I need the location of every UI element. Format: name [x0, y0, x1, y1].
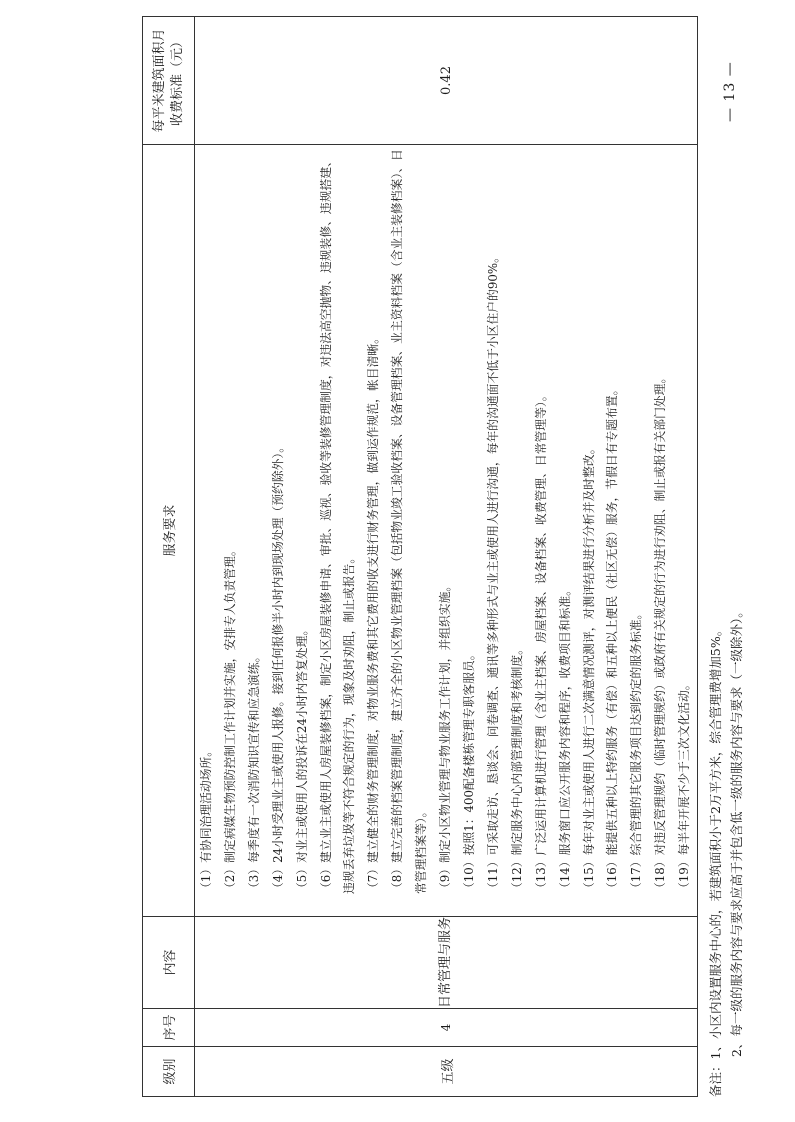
content-cell: 日常管理与服务	[195, 917, 698, 1009]
list-item: （12）制定服务中心内部管理制度和考核制度。	[509, 643, 524, 894]
number-cell: 4	[195, 1009, 698, 1047]
list-item: （14）服务窗口应公开服务内容和程序，收费项目和标准。	[557, 584, 572, 894]
header-level: 级别	[143, 1047, 195, 1097]
list-item: （3）每季度有一次消防知识宣传和应急演练。	[246, 650, 261, 894]
requirements-list	[195, 145, 697, 916]
list-item: （19）每半年开展不少于三次文化活动。	[677, 678, 692, 894]
header-requirements: 服务要求	[143, 145, 195, 917]
list-item: （8）建立完善的档案管理制度，建立齐全的小区物业管理档案（包括物业竣工验收档案、设备管理档案、业主资料档案（含业主装修档案）、日常管理档案等）。	[390, 149, 429, 894]
list-item: （15）每年对业主或使用人进行二次满意情况测评，对测评结果进行分析并及时整改。	[581, 442, 596, 894]
list-item: （7）建立健全的财务管理制度，对物业服务费和其它费用的收支进行财务管理，做到运作规范，帐目清晰。	[366, 332, 381, 894]
table-row	[195, 17, 698, 1097]
header-content: 内容	[143, 917, 195, 1009]
list-item: （2）制定病媒生物预防控制工作计划并实施，安排专人负责管理。	[222, 544, 237, 894]
table-header-row	[143, 17, 195, 1097]
list-item: （4）24小时受理业主或使用人报修。接到任何报修半小时内到现场处理（预约除外）。	[270, 440, 285, 894]
notes	[705, 605, 747, 1097]
service-standard-table	[142, 16, 698, 1097]
list-item: （1）有协同治理活动场所。	[199, 744, 213, 894]
level-cell: 五级	[195, 1047, 698, 1097]
list-item: （9）制定小区物业管理与物业服务工作计划，并组织实施。	[438, 579, 453, 894]
list-item: （17）综合管理的其它服务项目达到约定的服务标准。	[629, 607, 644, 894]
list-item: （13）广泛运用计算机进行管理（含业主档案、房屋档案、设备档案、收费管理、日常管理等）。	[533, 389, 548, 894]
list-item: （5）对业主或使用人的投诉在24小时内答复处理。	[294, 623, 309, 894]
fee-cell: 0.42	[195, 17, 698, 145]
list-item: （18）对违反管理规约（临时管理规约）或政府有关规定的行为进行劝阻、制止或报有关部门处理。	[653, 371, 668, 894]
note-line-2: 2、每一级的服务内容与要求应高于并包含低一级的服务内容与要求（一级除外）。	[729, 605, 744, 1057]
list-item: （6）建立业主或使用人房屋装修档案，制定小区房屋装修申请、审批、巡视、验收等装修管理制度，对违法高空抛物、违规装修、违规搭建、违规丢弃垃圾等不符合规定的行为，现象及时劝阻，制止或报告。	[318, 155, 357, 894]
list-item: （11）可采取走访、恳谈会、问卷调查、通讯等多种形式与业主或使用人进行沟通，每年的沟通面不低于小区住户的90%。	[485, 251, 500, 894]
list-item: （16）能提供五种以上特约服务（有偿）和五种以上便民（社区无偿）服务，节假日有专题布置。	[605, 383, 620, 894]
page-number: — 13 —	[722, 61, 738, 122]
note-line-1: 备注：1、小区内设置服务中心的，若建筑面积小于2万平方米，综合管理费增加5%。	[708, 623, 723, 1097]
requirements-cell	[195, 145, 698, 917]
list-item: （10）按照1：400配备楼栋管理专职客服员。	[461, 648, 476, 894]
header-number: 序号	[143, 1009, 195, 1047]
header-fee: 每平米建筑面积月收费标准（元）	[143, 17, 195, 145]
